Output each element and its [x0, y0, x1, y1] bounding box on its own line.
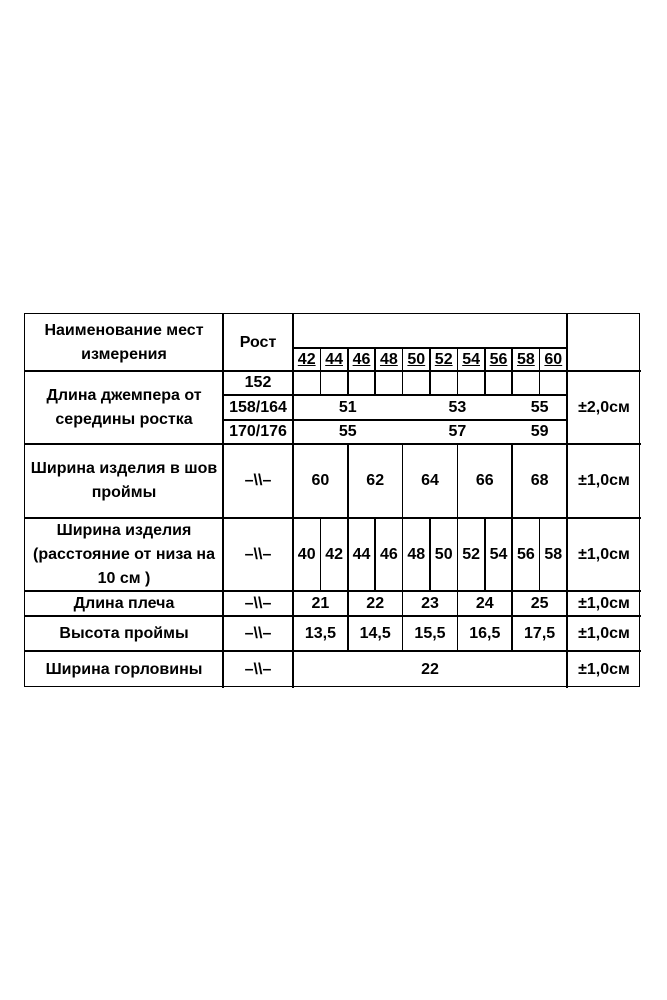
size-header-label: 54 — [462, 350, 480, 368]
shoulder-tolerance: ±1,0см — [578, 594, 630, 612]
width-armhole-ditto: –\\– — [244, 472, 272, 489]
armhole-height-label: Высота проймы — [59, 624, 189, 642]
length-value-170: 57 — [448, 423, 467, 440]
height-170-176: 170/176 — [229, 423, 287, 440]
size-header-label: 60 — [544, 350, 563, 368]
length-value-158: 53 — [448, 398, 467, 416]
width-armhole-value: 60 — [311, 472, 330, 489]
length-value-170: 55 — [338, 423, 357, 440]
width-bottom-label: Ширина изделия (расстояние от низа на 10 см ) — [33, 521, 215, 587]
width-armhole-value: 68 — [530, 472, 549, 489]
armhole-height-value: 13,5 — [304, 624, 336, 642]
shoulder-value: 23 — [421, 594, 439, 612]
size-header-label: 56 — [489, 350, 508, 368]
width-armhole-value: 62 — [366, 472, 385, 489]
size-header — [403, 348, 430, 371]
armhole-height-tolerance: ±1,0см — [578, 624, 630, 642]
armhole-height-ditto: –\\– — [244, 624, 272, 642]
armhole-height-value: 15,5 — [414, 624, 446, 642]
size-header — [540, 348, 567, 371]
length-value-170: 59 — [530, 423, 549, 440]
shoulder-value: 25 — [530, 594, 549, 612]
width-armhole-value: 66 — [475, 472, 494, 489]
width-bottom-value: 46 — [379, 545, 398, 563]
size-header-label: 44 — [325, 350, 343, 368]
size-header — [430, 348, 457, 371]
size-header — [485, 348, 512, 371]
height-152: 152 — [244, 374, 272, 391]
size-header-label: 52 — [434, 350, 453, 368]
neck-label: Ширина горловины — [45, 660, 203, 678]
width-bottom-value: 40 — [297, 545, 316, 563]
size-header-label: 50 — [407, 350, 426, 368]
width-armhole-value: 64 — [421, 472, 439, 489]
measure-name-header: Наименование мест измерения — [44, 321, 204, 363]
width-bottom-ditto: –\\– — [244, 545, 272, 563]
width-armhole-label: Ширина изделия в шов проймы — [30, 460, 218, 501]
width-bottom-tolerance: ±1,0см — [578, 545, 630, 563]
armhole-height-value: 16,5 — [469, 624, 501, 642]
width-bottom-value: 52 — [462, 545, 480, 563]
length-label: Длина джемпера от середины ростка — [46, 386, 202, 428]
length-value-158: 51 — [338, 398, 357, 416]
size-chart-table — [24, 313, 640, 687]
width-bottom-value: 56 — [516, 545, 535, 563]
size-header-label: 58 — [516, 350, 535, 368]
size-header — [457, 348, 484, 371]
height-158-164: 158/164 — [229, 398, 287, 416]
height-header: Рост — [239, 333, 277, 351]
neck-tolerance: ±1,0см — [578, 660, 630, 678]
armhole-height-value: 14,5 — [359, 624, 391, 642]
shoulder-value: 21 — [311, 594, 330, 612]
shoulder-value: 22 — [366, 594, 385, 612]
size-header — [348, 348, 375, 371]
width-bottom-value: 48 — [407, 545, 426, 563]
neck-ditto: –\\– — [244, 660, 272, 678]
width-bottom-value: 42 — [325, 545, 343, 563]
shoulder-value: 24 — [475, 594, 494, 612]
shoulder-label: Длина плеча — [73, 594, 175, 612]
size-header — [320, 348, 347, 371]
length-value-158: 55 — [530, 398, 549, 416]
size-header-label: 46 — [352, 350, 371, 368]
width-bottom-value: 50 — [434, 545, 453, 563]
width-bottom-value: 44 — [352, 545, 371, 563]
size-header — [375, 348, 402, 371]
size-header-label: 42 — [297, 350, 316, 368]
width-armhole-tolerance: ±1,0см — [578, 472, 630, 489]
neck-value: 22 — [421, 660, 439, 678]
size-header — [293, 348, 320, 371]
length-tolerance: ±2,0см — [578, 398, 630, 416]
size-header-label: 48 — [379, 350, 398, 368]
shoulder-ditto: –\\– — [244, 594, 272, 612]
width-bottom-value: 58 — [544, 545, 563, 563]
size-header — [512, 348, 539, 371]
armhole-height-value: 17,5 — [524, 624, 556, 642]
width-bottom-value: 54 — [489, 545, 508, 563]
